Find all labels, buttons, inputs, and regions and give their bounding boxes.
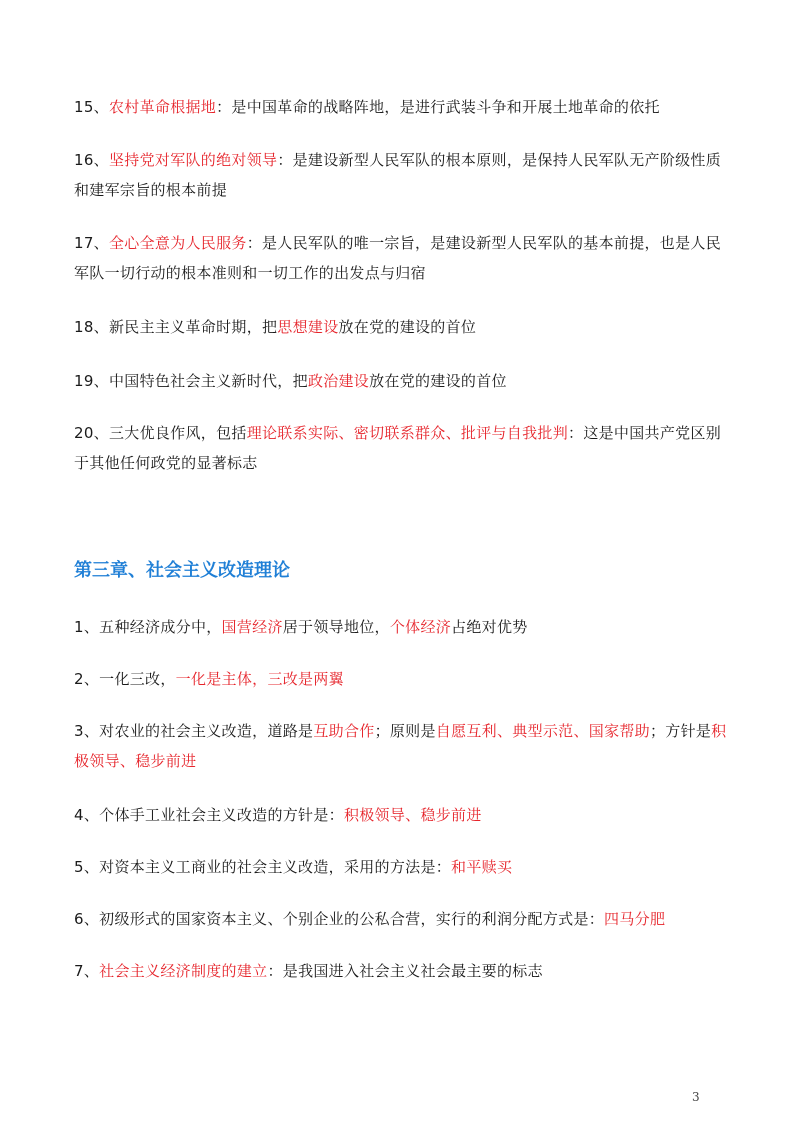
- highlight: 全心全意为人民服务: [109, 234, 247, 252]
- highlight: 积极领导、稳步前进: [343, 806, 482, 824]
- highlight: 互助合作: [313, 722, 375, 740]
- list-item: 6、初级形式的国家资本主义、个别企业的公私合营，实行的利润分配方式是：四马分肥: [74, 910, 666, 928]
- highlight: 理论联系实际、密切联系群众、批评与自我批判: [246, 424, 569, 442]
- highlight: 积极领导、稳步前进: [74, 722, 727, 770]
- highlight: 思想建设: [277, 318, 339, 336]
- list-item: 18、新民主主义革命时期，把思想建设放在党的建设的首位: [74, 318, 477, 336]
- highlight: 四马分肥: [604, 910, 666, 928]
- highlight: 社会主义经济制度的建立: [99, 962, 268, 980]
- highlight: 政治建设: [307, 372, 370, 390]
- highlight: 自愿互利、典型示范、国家帮助: [435, 722, 650, 740]
- list-item: 2、一化三改，一化是主体，三改是两翼: [74, 670, 344, 688]
- chapter-title: 第三章、社会主义改造理论: [74, 560, 290, 581]
- highlight: 坚持党对军队的绝对领导: [109, 151, 278, 169]
- highlight: 农村革命根据地: [109, 98, 217, 116]
- list-item: 4、个体手工业社会主义改造的方针是：积极领导、稳步前进: [74, 806, 482, 824]
- list-item: 15、农村革命根据地：是中国革命的战略阵地，是进行武装斗争和开展土地革命的依托: [74, 98, 660, 116]
- list-item: 16、坚持党对军队的绝对领导：是建设新型人民军队的根本原则，是保持人民军队无产阶级性质和建军宗旨的根本前提: [74, 151, 722, 199]
- highlight: 个体经济: [389, 618, 452, 636]
- highlight: 国营经济: [221, 618, 283, 636]
- list-item: 7、社会主义经济制度的建立：是我国进入社会主义社会最主要的标志: [74, 962, 543, 980]
- highlight: 和平赎买: [451, 858, 513, 876]
- list-item: 3、对农业的社会主义改造，道路是互助合作；原则是自愿互利、典型示范、国家帮助；方针是积极领导、稳步前进: [74, 722, 727, 770]
- list-item: 1、五种经济成分中，国营经济居于领导地位，个体经济占绝对优势: [74, 618, 528, 636]
- highlight: 一化是主体，三改是两翼: [175, 670, 344, 688]
- list-item: 17、全心全意为人民服务：是人民军队的唯一宗旨，是建设新型人民军队的基本前提，也是人民军队一切行动的根本准则和一切工作的出发点与归宿: [74, 234, 722, 282]
- page-number: 3: [692, 1090, 700, 1104]
- list-item: 5、对资本主义工商业的社会主义改造，采用的方法是：和平赎买: [74, 858, 513, 876]
- list-item: 20、三大优良作风，包括理论联系实际、密切联系群众、批评与自我批判：这是中国共产党区别于其他任何政党的显著标志: [74, 424, 722, 472]
- list-item: 19、中国特色社会主义新时代，把政治建设放在党的建设的首位: [74, 372, 507, 390]
